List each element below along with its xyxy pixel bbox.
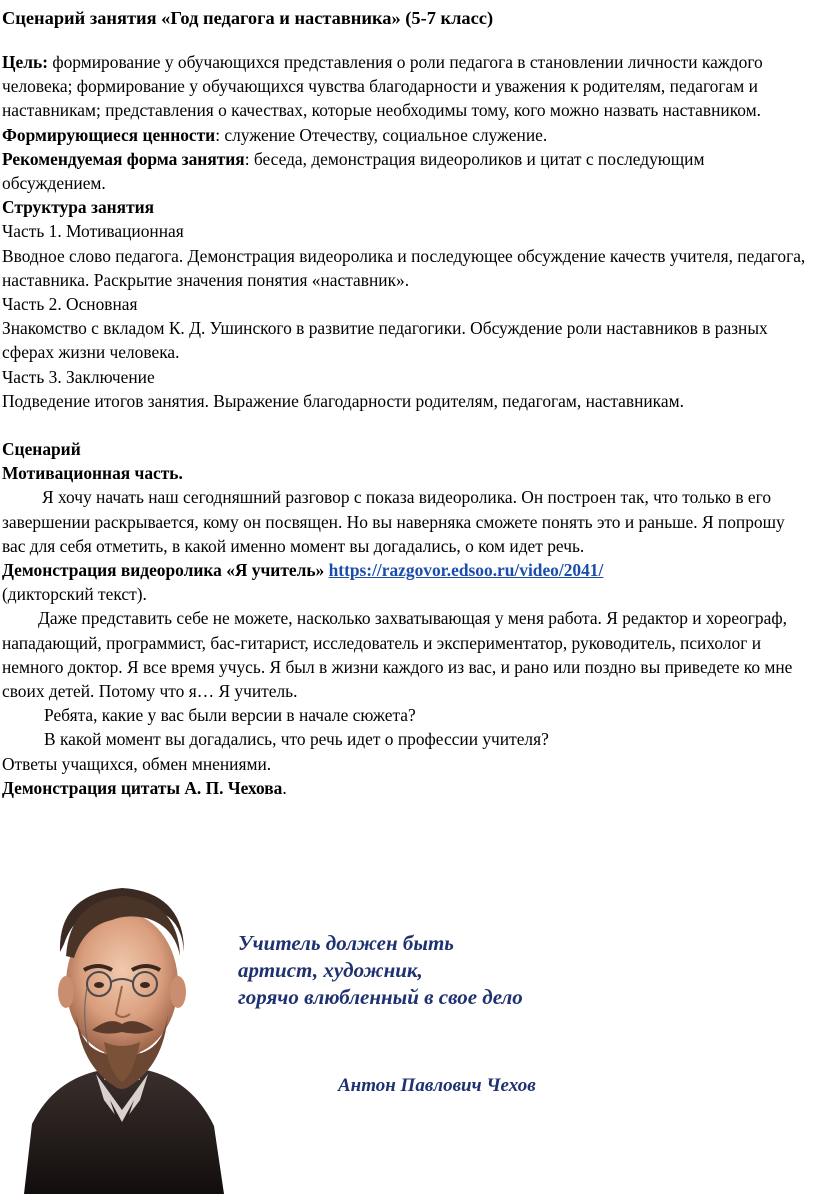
quote-demo-label: Демонстрация цитаты А. П. Чехова — [2, 777, 283, 798]
part2-heading: Часть 2. Основная — [2, 294, 138, 315]
values-label: Формирующиеся ценности — [2, 124, 216, 145]
part1-heading: Часть 1. Мотивационная — [2, 221, 184, 242]
part3-heading: Часть 3. Заключение — [2, 366, 155, 387]
scenario-heading: Сценарий — [2, 439, 81, 460]
question-2: В какой момент вы догадались, что речь идет о профессии учителя? — [44, 729, 549, 750]
values-text: : служение Отечеству, социальное служение. — [215, 124, 548, 145]
question-1: Ребята, какие у вас были версии в начале сюжета? — [44, 705, 416, 726]
values-paragraph — [2, 123, 812, 147]
quote-demo-dot: . — [282, 777, 287, 798]
goal-paragraph — [2, 50, 812, 123]
part2-text: Знакомство с вкладом К. Д. Ушинского в развитие педагогики. Обсуждение роли наставников в разных сферах жизни человека. — [2, 318, 768, 363]
quote-line-3: горячо влюбленный в свое дело — [238, 985, 523, 1009]
goal-label: Цель: — [2, 52, 48, 72]
quote-text — [238, 930, 523, 1011]
intro-paragraph: Я хочу начать наш сегодняшний разговор с показа видеоролика. Он построен так, что только в его завершении раскрывается, кому он посвящен. Но вы наверняка сможете понять это и раньше. Я попрошу вас для себя отметить, в какой именно момент вы догадались, о ком идет речь. — [2, 487, 785, 556]
structure-heading: Структура занятия — [2, 197, 155, 218]
part1-text: Вводное слово педагога. Демонстрация видеоролика и последующее обсуждение качеств учителя, педагога, наставника. Раскрытие значения понятия «наставник». — [2, 245, 806, 290]
video-label: Демонстрация видеоролика «Я учитель» — [2, 560, 325, 581]
form-paragraph — [2, 147, 812, 195]
quote-demo-paragraph — [2, 776, 812, 800]
video-paragraph — [2, 558, 812, 582]
goal-text: формирование у обучающихся представления о роли педагога в становлении личности каждого человека; формирование у обучающихся чувства благодарности и уважения к родителям, педагогам и наставникам; представления о качествах, которые необходимы тому, кого можно назвать наставником. — [2, 52, 763, 121]
page-title: Сценарий занятия «Год педагога и наставника» (5-7 класс) — [2, 8, 494, 28]
part3-text: Подведение итогов занятия. Выражение благодарности родителям, педагогам, наставникам. — [2, 390, 684, 411]
motivation-heading: Мотивационная часть. — [2, 463, 183, 484]
answers-note: Ответы учащихся, обмен мнениями. — [2, 753, 272, 774]
chekhov-portrait-image — [14, 874, 230, 1194]
quote-author: Антон Павлович Чехов — [338, 1075, 536, 1096]
video-link[interactable]: https://razgovor.edsoo.ru/video/2041/ — [328, 560, 604, 581]
form-label: Рекомендуемая форма занятия — [2, 148, 245, 169]
quote-line-1: Учитель должен быть — [238, 931, 454, 955]
quote-line-2: артист, художник, — [238, 958, 423, 982]
form-text: : беседа, демонстрация видеороликов и цитат с последующим обсуждением. — [2, 148, 705, 194]
quote-block — [0, 868, 816, 1196]
narration-note: (дикторский текст). — [2, 584, 147, 605]
narration-paragraph: Даже представить себе не можете, насколько захватывающая у меня работа. Я редактор и хореограф, нападающий, программист, бас-гитарист, исследователь и экспериментатор, руководитель, психолог и немного доктор. Я все время учусь. Я был в жизни каждого из вас, и рано или поздно вы приведете ко мне своих детей. Потому что я… Я учитель. — [2, 608, 793, 702]
